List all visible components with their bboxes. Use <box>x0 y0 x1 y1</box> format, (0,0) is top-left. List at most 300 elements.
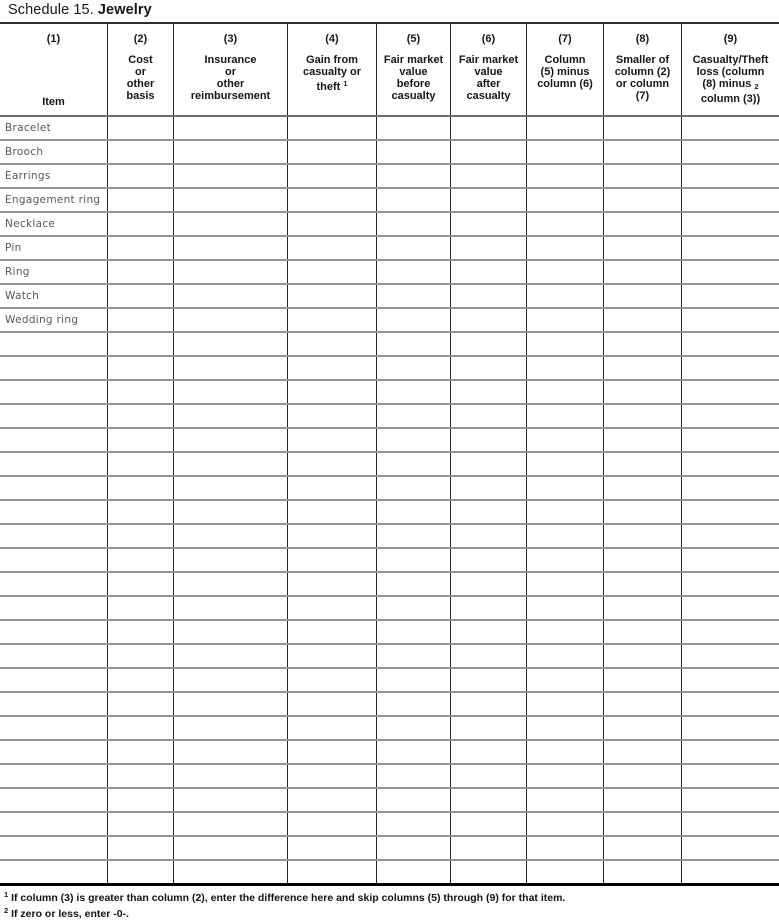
table-cell[interactable] <box>450 621 526 643</box>
table-cell[interactable] <box>450 213 526 235</box>
table-cell[interactable] <box>603 645 681 667</box>
table-cell[interactable] <box>603 165 681 187</box>
table-cell[interactable] <box>526 693 603 715</box>
table-cell[interactable] <box>526 261 603 283</box>
table-cell[interactable] <box>681 213 779 235</box>
table-cell[interactable] <box>376 501 450 523</box>
table-cell[interactable] <box>681 789 779 811</box>
table-cell[interactable] <box>681 285 779 307</box>
table-cell[interactable] <box>287 357 376 379</box>
table-cell[interactable] <box>287 525 376 547</box>
table-cell[interactable] <box>526 141 603 163</box>
item-cell[interactable] <box>0 381 107 403</box>
table-cell[interactable] <box>107 429 173 451</box>
table-cell[interactable] <box>603 741 681 763</box>
table-cell[interactable] <box>173 501 287 523</box>
column-number: (9) <box>723 33 738 45</box>
table-cell[interactable] <box>526 381 603 403</box>
column-header-5 <box>376 24 450 115</box>
table-cell[interactable] <box>287 597 376 619</box>
table-cell[interactable] <box>526 357 603 379</box>
table-cell[interactable] <box>173 861 287 883</box>
table-cell[interactable] <box>173 261 287 283</box>
table-cell[interactable] <box>107 213 173 235</box>
table-cell[interactable] <box>376 765 450 787</box>
table-cell[interactable] <box>450 309 526 331</box>
table-cell[interactable] <box>681 237 779 259</box>
table-cell[interactable] <box>107 765 173 787</box>
table-cell[interactable] <box>450 501 526 523</box>
table-cell[interactable] <box>681 813 779 835</box>
table-cell[interactable] <box>173 765 287 787</box>
table-cell[interactable] <box>450 717 526 739</box>
table-cell[interactable] <box>173 213 287 235</box>
table-cell[interactable] <box>287 789 376 811</box>
table-cell[interactable] <box>526 813 603 835</box>
column-header-1 <box>0 24 107 115</box>
table-cell[interactable] <box>173 189 287 211</box>
table-cell[interactable] <box>526 837 603 859</box>
table-cell[interactable] <box>526 117 603 139</box>
table-cell[interactable] <box>450 669 526 691</box>
table-cell[interactable] <box>681 477 779 499</box>
table-cell[interactable] <box>603 501 681 523</box>
table-cell[interactable] <box>450 189 526 211</box>
item-cell[interactable] <box>0 213 107 235</box>
table-cell[interactable] <box>603 525 681 547</box>
table-cell[interactable] <box>107 141 173 163</box>
table-cell[interactable] <box>173 837 287 859</box>
item-cell[interactable] <box>0 453 107 475</box>
table-cell[interactable] <box>173 237 287 259</box>
item-cell[interactable] <box>0 693 107 715</box>
item-cell[interactable] <box>0 813 107 835</box>
table-cell[interactable] <box>450 429 526 451</box>
item-cell[interactable] <box>0 189 107 211</box>
table-cell[interactable] <box>603 405 681 427</box>
table-cell[interactable] <box>681 141 779 163</box>
table-cell[interactable] <box>681 333 779 355</box>
item-cell[interactable] <box>0 717 107 739</box>
table-cell[interactable] <box>603 261 681 283</box>
table-cell[interactable] <box>603 381 681 403</box>
table-cell[interactable] <box>107 477 173 499</box>
table-cell[interactable] <box>681 357 779 379</box>
table-cell[interactable] <box>450 813 526 835</box>
table-cell[interactable] <box>376 525 450 547</box>
table-cell[interactable] <box>450 261 526 283</box>
table-cell[interactable] <box>376 837 450 859</box>
table-cell[interactable] <box>287 165 376 187</box>
table-cell[interactable] <box>450 789 526 811</box>
table-cell[interactable] <box>173 597 287 619</box>
table-cell[interactable] <box>526 309 603 331</box>
table-cell[interactable] <box>287 117 376 139</box>
table-cell[interactable] <box>376 573 450 595</box>
table-cell[interactable] <box>603 693 681 715</box>
table-cell[interactable] <box>603 621 681 643</box>
table-cell[interactable] <box>450 141 526 163</box>
table-cell[interactable] <box>376 237 450 259</box>
table-cell[interactable] <box>681 765 779 787</box>
table-cell[interactable] <box>681 645 779 667</box>
table-cell[interactable] <box>173 741 287 763</box>
table-cell[interactable] <box>287 381 376 403</box>
table-cell[interactable] <box>526 549 603 571</box>
table-cell[interactable] <box>107 261 173 283</box>
table-cell[interactable] <box>526 597 603 619</box>
table-cell[interactable] <box>173 717 287 739</box>
table-cell[interactable] <box>173 405 287 427</box>
table-cell[interactable] <box>287 621 376 643</box>
table-cell[interactable] <box>107 789 173 811</box>
table-cell[interactable] <box>526 861 603 883</box>
table-cell[interactable] <box>173 141 287 163</box>
table-cell[interactable] <box>376 669 450 691</box>
table-cell[interactable] <box>173 381 287 403</box>
table-cell[interactable] <box>450 285 526 307</box>
table-cell[interactable] <box>107 549 173 571</box>
table-cell[interactable] <box>107 525 173 547</box>
item-cell[interactable] <box>0 357 107 379</box>
table-cell[interactable] <box>173 621 287 643</box>
table-cell[interactable] <box>287 237 376 259</box>
item-cell[interactable] <box>0 405 107 427</box>
table-cell[interactable] <box>287 765 376 787</box>
table-cell[interactable] <box>526 333 603 355</box>
table-cell[interactable] <box>287 573 376 595</box>
table-cell[interactable] <box>450 549 526 571</box>
table-cell[interactable] <box>681 549 779 571</box>
table-cell[interactable] <box>287 741 376 763</box>
item-cell[interactable] <box>0 285 107 307</box>
table-cell[interactable] <box>526 213 603 235</box>
item-label: Watch <box>5 290 40 302</box>
table-cell[interactable] <box>173 117 287 139</box>
item-cell[interactable] <box>0 333 107 355</box>
table-cell[interactable] <box>681 837 779 859</box>
table-cell[interactable] <box>526 789 603 811</box>
table-cell[interactable] <box>603 285 681 307</box>
table-cell[interactable] <box>376 405 450 427</box>
table-cell[interactable] <box>603 717 681 739</box>
table-cell[interactable] <box>603 117 681 139</box>
item-cell[interactable] <box>0 789 107 811</box>
table-cell[interactable] <box>376 429 450 451</box>
table-cell[interactable] <box>681 525 779 547</box>
table-cell[interactable] <box>376 717 450 739</box>
item-cell[interactable] <box>0 549 107 571</box>
table-cell[interactable] <box>450 861 526 883</box>
table-cell[interactable] <box>603 837 681 859</box>
table-cell[interactable] <box>107 237 173 259</box>
column-number: (6) <box>481 33 496 45</box>
table-cell[interactable] <box>526 669 603 691</box>
table-cell[interactable] <box>450 693 526 715</box>
table-cell[interactable] <box>287 693 376 715</box>
item-cell[interactable] <box>0 501 107 523</box>
table-cell[interactable] <box>107 189 173 211</box>
table-cell[interactable] <box>376 813 450 835</box>
table-cell[interactable] <box>107 405 173 427</box>
table-cell[interactable] <box>526 525 603 547</box>
table-cell[interactable] <box>526 573 603 595</box>
table-cell[interactable] <box>287 717 376 739</box>
table-cell[interactable] <box>173 477 287 499</box>
table-cell[interactable] <box>681 717 779 739</box>
table-cell[interactable] <box>450 477 526 499</box>
table-cell[interactable] <box>107 309 173 331</box>
table-row <box>0 213 779 237</box>
item-cell[interactable] <box>0 621 107 643</box>
table-cell[interactable] <box>450 453 526 475</box>
table-cell[interactable] <box>173 333 287 355</box>
table-cell[interactable] <box>681 501 779 523</box>
table-cell[interactable] <box>287 669 376 691</box>
table-cell[interactable] <box>287 453 376 475</box>
table-cell[interactable] <box>287 189 376 211</box>
table-cell[interactable] <box>526 405 603 427</box>
table-cell[interactable] <box>603 453 681 475</box>
table-cell[interactable] <box>603 477 681 499</box>
table-cell[interactable] <box>173 309 287 331</box>
table-cell[interactable] <box>526 621 603 643</box>
table-cell[interactable] <box>681 165 779 187</box>
table-cell[interactable] <box>603 429 681 451</box>
table-cell[interactable] <box>603 597 681 619</box>
item-cell[interactable] <box>0 669 107 691</box>
table-cell[interactable] <box>107 453 173 475</box>
item-cell[interactable] <box>0 765 107 787</box>
table-cell[interactable] <box>107 669 173 691</box>
table-cell[interactable] <box>603 789 681 811</box>
table-cell[interactable] <box>450 357 526 379</box>
table-cell[interactable] <box>107 285 173 307</box>
table-cell[interactable] <box>450 525 526 547</box>
table-cell[interactable] <box>526 645 603 667</box>
table-cell[interactable] <box>681 693 779 715</box>
table-cell[interactable] <box>173 669 287 691</box>
item-cell[interactable] <box>0 237 107 259</box>
table-cell[interactable] <box>376 621 450 643</box>
table-cell[interactable] <box>681 621 779 643</box>
table-cell[interactable] <box>287 813 376 835</box>
table-cell[interactable] <box>526 765 603 787</box>
table-cell[interactable] <box>376 789 450 811</box>
table-cell[interactable] <box>107 501 173 523</box>
table-cell[interactable] <box>376 165 450 187</box>
table-cell[interactable] <box>173 645 287 667</box>
table-cell[interactable] <box>681 405 779 427</box>
table-cell[interactable] <box>376 861 450 883</box>
table-cell[interactable] <box>376 285 450 307</box>
table-cell[interactable] <box>287 309 376 331</box>
table-cell[interactable] <box>681 453 779 475</box>
table-cell[interactable] <box>450 117 526 139</box>
table-cell[interactable] <box>107 573 173 595</box>
table-cell[interactable] <box>107 813 173 835</box>
table-cell[interactable] <box>526 285 603 307</box>
table-cell[interactable] <box>107 645 173 667</box>
table-cell[interactable] <box>376 645 450 667</box>
table-cell[interactable] <box>107 381 173 403</box>
table-cell[interactable] <box>376 477 450 499</box>
table-cell[interactable] <box>376 693 450 715</box>
table-cell[interactable] <box>107 117 173 139</box>
table-cell[interactable] <box>603 309 681 331</box>
item-cell[interactable] <box>0 141 107 163</box>
item-cell[interactable] <box>0 309 107 331</box>
table-cell[interactable] <box>173 285 287 307</box>
table-cell[interactable] <box>107 693 173 715</box>
table-cell[interactable] <box>173 789 287 811</box>
table-cell[interactable] <box>603 213 681 235</box>
table-cell[interactable] <box>173 357 287 379</box>
item-cell[interactable] <box>0 261 107 283</box>
table-cell[interactable] <box>603 861 681 883</box>
table-cell[interactable] <box>526 189 603 211</box>
table-cell[interactable] <box>376 213 450 235</box>
table-cell[interactable] <box>526 477 603 499</box>
table-cell[interactable] <box>681 861 779 883</box>
table-cell[interactable] <box>376 309 450 331</box>
item-cell[interactable] <box>0 861 107 883</box>
table-cell[interactable] <box>603 813 681 835</box>
table-cell[interactable] <box>450 837 526 859</box>
table-cell[interactable] <box>681 669 779 691</box>
table-cell[interactable] <box>603 669 681 691</box>
table-row <box>0 429 779 453</box>
table-cell[interactable] <box>526 453 603 475</box>
table-cell[interactable] <box>173 453 287 475</box>
table-cell[interactable] <box>450 597 526 619</box>
table-cell[interactable] <box>173 693 287 715</box>
table-cell[interactable] <box>173 813 287 835</box>
table-row <box>0 237 779 261</box>
table-cell[interactable] <box>603 189 681 211</box>
table-cell[interactable] <box>603 573 681 595</box>
table-cell[interactable] <box>526 717 603 739</box>
table-cell[interactable] <box>287 477 376 499</box>
table-cell[interactable] <box>107 165 173 187</box>
table-cell[interactable] <box>107 861 173 883</box>
table-row <box>0 717 779 741</box>
table-cell[interactable] <box>376 453 450 475</box>
table-cell[interactable] <box>107 333 173 355</box>
table-row <box>0 189 779 213</box>
table-cell[interactable] <box>287 213 376 235</box>
item-cell[interactable] <box>0 117 107 139</box>
table-cell[interactable] <box>376 189 450 211</box>
table-cell[interactable] <box>681 597 779 619</box>
table-cell[interactable] <box>526 741 603 763</box>
table-cell[interactable] <box>603 141 681 163</box>
table-cell[interactable] <box>287 501 376 523</box>
table-cell[interactable] <box>450 765 526 787</box>
table-cell[interactable] <box>287 261 376 283</box>
table-cell[interactable] <box>376 117 450 139</box>
table-cell[interactable] <box>450 165 526 187</box>
table-cell[interactable] <box>107 741 173 763</box>
table-cell[interactable] <box>287 645 376 667</box>
table-cell[interactable] <box>173 549 287 571</box>
table-cell[interactable] <box>287 405 376 427</box>
item-cell[interactable] <box>0 429 107 451</box>
table-cell[interactable] <box>526 165 603 187</box>
table-cell[interactable] <box>173 165 287 187</box>
table-cell[interactable] <box>526 501 603 523</box>
table-cell[interactable] <box>107 717 173 739</box>
table-row <box>0 405 779 429</box>
table-cell[interactable] <box>107 621 173 643</box>
table-cell[interactable] <box>450 405 526 427</box>
table-cell[interactable] <box>450 573 526 595</box>
table-cell[interactable] <box>681 381 779 403</box>
table-cell[interactable] <box>450 645 526 667</box>
table-cell[interactable] <box>173 525 287 547</box>
table-cell[interactable] <box>603 765 681 787</box>
table-cell[interactable] <box>287 333 376 355</box>
table-cell[interactable] <box>287 429 376 451</box>
table-cell[interactable] <box>603 333 681 355</box>
table-cell[interactable] <box>173 573 287 595</box>
item-cell[interactable] <box>0 837 107 859</box>
item-cell[interactable] <box>0 165 107 187</box>
item-cell[interactable] <box>0 645 107 667</box>
item-cell[interactable] <box>0 477 107 499</box>
table-cell[interactable] <box>603 357 681 379</box>
table-cell[interactable] <box>107 597 173 619</box>
table-cell[interactable] <box>681 117 779 139</box>
table-cell[interactable] <box>603 549 681 571</box>
table-cell[interactable] <box>376 381 450 403</box>
table-cell[interactable] <box>526 237 603 259</box>
table-cell[interactable] <box>287 837 376 859</box>
table-cell[interactable] <box>450 741 526 763</box>
table-cell[interactable] <box>526 429 603 451</box>
table-cell[interactable] <box>450 333 526 355</box>
table-cell[interactable] <box>450 237 526 259</box>
item-cell[interactable] <box>0 525 107 547</box>
item-cell[interactable] <box>0 597 107 619</box>
table-cell[interactable] <box>376 141 450 163</box>
table-cell[interactable] <box>107 837 173 859</box>
table-cell[interactable] <box>287 285 376 307</box>
table-cell[interactable] <box>681 741 779 763</box>
table-cell[interactable] <box>681 261 779 283</box>
table-cell[interactable] <box>376 333 450 355</box>
table-cell[interactable] <box>287 141 376 163</box>
table-cell[interactable] <box>376 597 450 619</box>
item-cell[interactable] <box>0 573 107 595</box>
jewelry-table <box>0 22 779 886</box>
table-cell[interactable] <box>173 429 287 451</box>
table-cell[interactable] <box>376 357 450 379</box>
table-cell[interactable] <box>287 549 376 571</box>
table-cell[interactable] <box>376 741 450 763</box>
table-cell[interactable] <box>681 189 779 211</box>
table-cell[interactable] <box>376 549 450 571</box>
table-cell[interactable] <box>681 309 779 331</box>
table-cell[interactable] <box>603 237 681 259</box>
table-cell[interactable] <box>287 861 376 883</box>
table-cell[interactable] <box>376 261 450 283</box>
item-cell[interactable] <box>0 741 107 763</box>
table-cell[interactable] <box>681 573 779 595</box>
table-cell[interactable] <box>681 429 779 451</box>
table-cell[interactable] <box>450 381 526 403</box>
table-cell[interactable] <box>107 357 173 379</box>
